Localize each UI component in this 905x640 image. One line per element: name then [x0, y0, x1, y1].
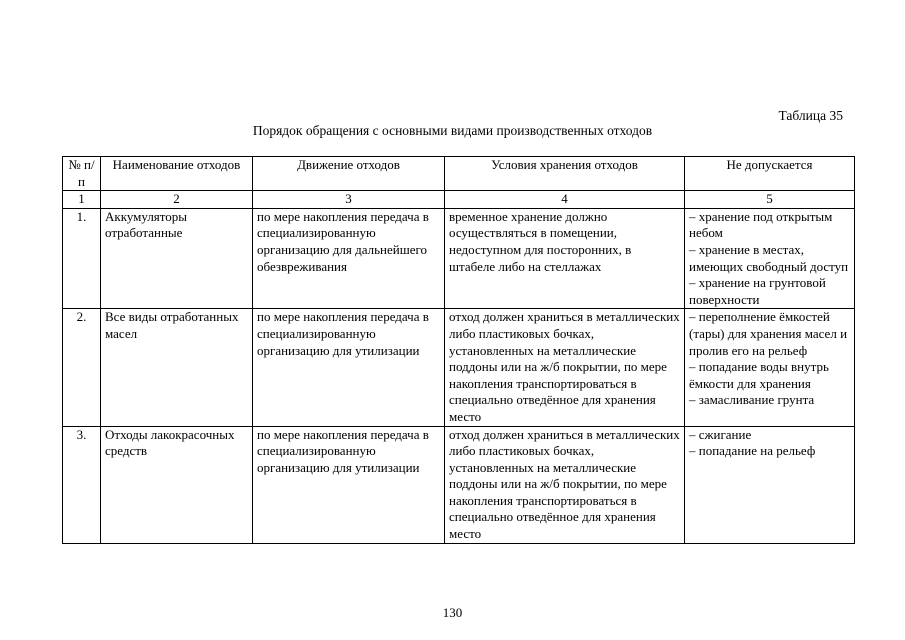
not-allowed-cell — [685, 208, 855, 309]
table-header-row — [63, 157, 855, 191]
header-waste-name: Наименование отходов — [101, 157, 253, 191]
waste-movement-cell: по мере накопления передача в специализированную организацию для утилизации — [253, 426, 445, 543]
not-allowed-cell — [685, 309, 855, 426]
waste-name-cell: Отходы лакокрасочных средств — [101, 426, 253, 543]
not-allowed-item: – хранение на грунтовой поверхности — [689, 275, 826, 307]
header-not-allowed: Не допускается — [685, 157, 855, 191]
not-allowed-item: – хранение под открытым небом — [689, 208, 833, 241]
waste-movement-cell: по мере накопления передача в специализированную организацию для утилизации — [253, 309, 445, 426]
not-allowed-item: – переполнение ёмкостей (тары) для хранения масел и пролив его на рельеф — [689, 309, 848, 358]
not-allowed-item: – попадание воды внутрь ёмкости для хранения — [689, 359, 829, 391]
not-allowed-item: – попадание на рельеф — [689, 443, 816, 459]
storage-conditions-cell: временное хранение должно осуществляться в помещении, недоступном для посторонних, в штабеле либо на стеллажах — [445, 208, 685, 309]
page-number: 130 — [442, 605, 463, 620]
not-allowed-cell — [685, 426, 855, 543]
table-number-label: Таблица 35 — [778, 108, 843, 123]
column-number: 2 — [101, 191, 253, 209]
column-number: 1 — [63, 191, 101, 209]
row-number: 1. — [63, 208, 101, 309]
row-number: 2. — [63, 309, 101, 426]
table-row — [63, 426, 855, 543]
waste-handling-table — [62, 156, 855, 544]
not-allowed-item: – хранение в местах, имеющих свободный доступ — [689, 241, 849, 274]
table-row — [63, 309, 855, 426]
waste-name-cell: Все виды отработанных масел — [101, 309, 253, 426]
column-number: 5 — [685, 191, 855, 209]
header-number: № п/п — [63, 157, 101, 191]
storage-conditions-cell: отход должен храниться в металлических либо пластиковых бочках, установленных на металлические поддоны или на ж/б покрытии, по мере накопления транспортироваться в специально отведённое для хранения место — [445, 426, 685, 543]
column-number: 4 — [445, 191, 685, 209]
storage-conditions-cell: отход должен храниться в металлических либо пластиковых бочках, установленных на металлические поддоны или на ж/б покрытии, по мере накопления транспортироваться в специально отведённое для хранения место — [445, 309, 685, 426]
not-allowed-item: – замасливание грунта — [689, 392, 815, 408]
header-waste-movement: Движение отходов — [253, 157, 445, 191]
table-row — [63, 208, 855, 309]
waste-name-cell: Аккумуляторы отработанные — [101, 208, 253, 309]
waste-movement-cell: по мере накопления передача в специализированную организацию для дальнейшего обезвреживания — [253, 208, 445, 309]
header-storage-conditions: Условия хранения отходов — [445, 157, 685, 191]
table-caption: Порядок обращения с основными видами производственных отходов — [252, 123, 653, 138]
column-number-row — [63, 191, 855, 209]
column-number: 3 — [253, 191, 445, 209]
row-number: 3. — [63, 426, 101, 543]
not-allowed-item: – сжигание — [689, 426, 752, 442]
